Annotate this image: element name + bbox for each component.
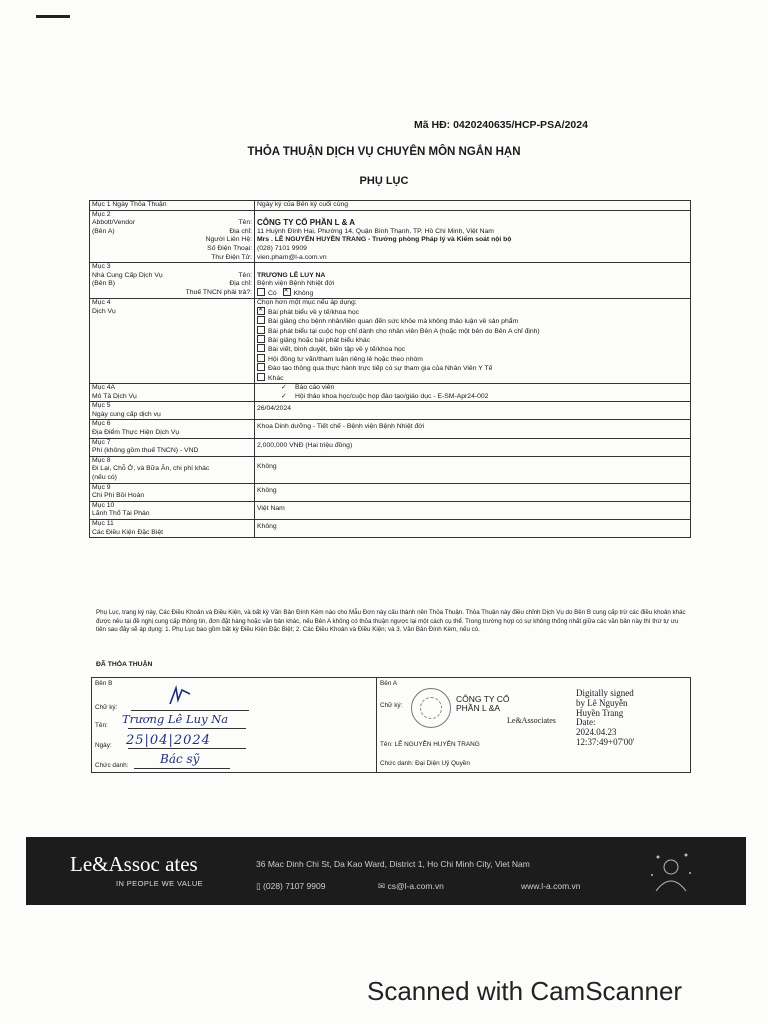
service-option-label: Khác — [268, 374, 284, 382]
muc9-label-1: Mục 9 — [92, 483, 111, 491]
muc3-ten-key: Tên: — [238, 271, 252, 279]
decorative-artwork-icon — [646, 847, 696, 897]
party-b-sign-label: Chữ ký: — [95, 704, 118, 711]
table-row — [90, 201, 691, 211]
muc9-label — [90, 483, 255, 501]
appendix-table — [89, 200, 691, 538]
muc4-intro: Chọn hơn một mục nếu áp dụng: — [257, 299, 357, 307]
party-a-sign-label: Chữ ký: — [380, 702, 403, 709]
muc2-label-3: (Bên A) — [92, 227, 115, 235]
muc1-value: Ngày ký của Bên ký cuối cùng — [255, 201, 691, 211]
signature-table — [91, 677, 691, 773]
muc4a-label — [90, 384, 255, 402]
party-b-name-label: Tên: — [95, 722, 108, 729]
muc4-label-1: Mục 4 — [92, 299, 111, 307]
muc8-label-3: (nếu có) — [92, 473, 117, 481]
table-row — [90, 456, 691, 483]
muc3-diachi-value: Bệnh viện Bệnh Nhiệt đới — [257, 280, 335, 288]
table-row — [90, 402, 691, 420]
company-tagline: IN PEOPLE WE VALUE — [116, 879, 204, 888]
muc2-email-value: vien.pham@l-a.com.vn — [257, 253, 327, 261]
table-row — [90, 299, 691, 384]
muc9-value: Không — [255, 483, 691, 501]
muc2-label-1: Mục 2 — [92, 210, 111, 218]
muc11-label-2: Các Điều Kiện Đặc Biệt — [92, 528, 164, 536]
muc2-ten-value: CÔNG TY CỔ PHẦN L & A — [257, 218, 356, 228]
tax-khong-checkbox[interactable] — [283, 288, 291, 296]
muc2-sdt-value: (028) 7101 9909 — [257, 244, 307, 252]
muc4a-item: Báo cáo viên — [295, 384, 335, 392]
muc10-label-1: Mục 10 — [92, 501, 115, 509]
muc8-label-1: Mục 8 — [92, 456, 111, 464]
camscanner-watermark: Scanned with CamScanner — [367, 976, 683, 1006]
table-row — [90, 384, 691, 402]
table-row — [90, 420, 691, 438]
muc4a-label-2: Mô Tả Dịch Vụ — [92, 392, 137, 400]
muc2-label-2: Abbott/Vendor — [92, 219, 136, 227]
muc2-sdt-key: Số Điện Thoại: — [207, 244, 252, 252]
muc3-values — [255, 263, 691, 299]
muc8-label — [90, 456, 255, 483]
muc4-values — [255, 299, 691, 384]
muc2-ten-key: Tên: — [238, 219, 252, 227]
muc2-label — [90, 210, 255, 263]
muc2-diachi-value: 11 Huỳnh Đình Hai, Phường 14, Quận Bình Thạnh, TP. Hồ Chí Minh, Việt Nam — [257, 227, 494, 235]
party-a-brand: Le&Associates — [507, 716, 556, 725]
party-b-title-label: Chức danh: — [95, 762, 129, 769]
service-option-checkbox[interactable] — [257, 354, 265, 362]
service-option-checkbox[interactable] — [257, 326, 265, 334]
company-logo: Le&Assoc ates — [70, 852, 198, 876]
party-b-date-label: Ngày: — [95, 742, 112, 749]
muc6-label — [90, 420, 255, 438]
muc10-label-2: Lãnh Thổ Tài Phán — [92, 510, 150, 518]
table-row — [90, 210, 691, 263]
muc4a-values — [255, 384, 691, 402]
muc7-value: 2,000,000 VNĐ (Hai triệu đồng) — [255, 438, 691, 456]
table-row — [90, 483, 691, 501]
service-option-label: Đào tạo thông qua thực hành trực tiếp có sự tham gia của Nhân Viên Y Tế — [268, 365, 493, 373]
contract-number: Mã HĐ: 0420240635/HCP-PSA/2024 — [414, 119, 588, 131]
muc1-label: Mục 1 Ngày Thỏa Thuận — [90, 201, 255, 211]
muc5-label-1: Mục 5 — [92, 402, 111, 410]
table-row — [90, 263, 691, 299]
table-row — [90, 519, 691, 537]
service-option-label: Bài giảng cho bệnh nhân/liên quan đến sức khỏe mà không thảo luận về sản phẩm — [268, 318, 519, 326]
service-option-label: Bài phát biểu về y tế/khoa học — [268, 308, 360, 316]
muc3-label-1: Mục 3 — [92, 263, 111, 271]
party-a-signature-block — [377, 678, 691, 773]
service-option-checkbox[interactable] — [257, 363, 265, 371]
service-option-checkbox[interactable] — [257, 344, 265, 352]
party-a-company-name: CÔNG TY CỔ PHẦN L &A — [456, 694, 510, 713]
terms-paragraph: Phụ Lục, trang ký này, Các Điều Khoản và Điều Kiện, và bất kỳ Văn Bản Đính Kèm nào cho Mẫu Đơn này cấu thành nên Thỏa Thuận. Thỏa Thuận này điều chỉnh Dịch Vụ do Bên B cung cấp trừ các điều khoản khác được nêu tại đề nghị cung cấp thông tin, đơn đặt hàng hoặc văn bản khác, nếu Bên A không có thỏa thuận ngược lại một cách cụ thể. Trong trường hợp có sự không thống nhất giữa các văn bản này thì thứ tự ưu tiên sau đây sẽ áp dụng: 1. Phụ Lục bao gồm bất kỳ Điều Kiện Đặc Biệt; 2. Các Điều Khoản và Điều Kiện; và 3. Văn Bản Đính Kèm, nếu có. — [96, 609, 686, 634]
party-b-title-handwritten: Bác sỹ — [160, 752, 200, 766]
muc4-label — [90, 299, 255, 384]
digital-signature-text: Digitally signed by Lê Nguyễn Huyền Trang Date: 2024.04.23 12:37:49+07'00' — [576, 688, 635, 747]
checkmark-icon: ✓ — [281, 392, 287, 400]
document-title: THỎA THUẬN DỊCH VỤ CHUYÊN MÔN NGẮN HẠN — [247, 146, 521, 158]
muc6-label-1: Mục 6 — [92, 420, 111, 428]
muc4a-label-1: Mục 4A — [92, 384, 116, 392]
muc3-tax-key: Thuế TNCN phải trả?: — [185, 288, 252, 296]
agreed-heading: ĐÃ THỎA THUẬN — [96, 661, 153, 668]
service-option-checkbox[interactable] — [257, 373, 265, 381]
muc3-label — [90, 263, 255, 299]
phone-icon: ▯ — [256, 881, 264, 891]
muc2-nlh-key: Người Liên Hệ: — [205, 236, 252, 244]
table-row — [90, 501, 691, 519]
muc3-label-2: Nhà Cung Cấp Dịch Vụ — [92, 271, 163, 279]
table-row — [90, 438, 691, 456]
service-option-label: Bài giảng hoặc bài phát biểu khác — [268, 336, 371, 344]
muc7-label-1: Mục 7 — [92, 438, 111, 446]
muc6-label-2: Địa Điểm Thực Hiện Dịch Vụ — [92, 429, 180, 437]
muc11-label-1: Mục 11 — [92, 519, 114, 527]
muc10-label — [90, 501, 255, 519]
muc3-ten-value: TRƯƠNG LÊ LUY NA — [257, 271, 326, 279]
letterhead-footer — [26, 837, 746, 905]
muc7-label-2: Phí (không gồm thuế TNCN) - VND — [92, 447, 199, 455]
party-b-name-handwritten: Trương Lê Luy Na — [122, 712, 229, 726]
service-option-label: Bài viết, bình duyệt, biên tập về y tế/khoa học — [268, 346, 406, 354]
document-subtitle: PHỤ LỤC — [359, 175, 409, 187]
party-b-signature-block — [92, 678, 377, 773]
muc11-value: Không — [255, 519, 691, 537]
footer-address: 36 Mac Dinh Chi St, Da Kao Ward, District 1, Ho Chi Minh City, Viet Nam — [256, 859, 530, 869]
muc6-value: Khoa Dinh dưỡng - Tiết chế - Bệnh viện Bệnh Nhiệt đới — [255, 420, 691, 438]
muc3-label-3: (Bên B) — [92, 280, 116, 288]
footer-phone: (028) 7107 9909 — [263, 881, 326, 891]
tax-khong-label: Không — [293, 289, 314, 297]
footer-website: www.l-a.com.vn — [521, 881, 581, 891]
muc10-value: Việt Nam — [255, 501, 691, 519]
muc4a-item: Hội thảo khoa học/cuộc họp đào tạo/giáo dục - E-SM-Apr24-002 — [295, 392, 489, 400]
footer-email: cs@l-a.com.vn — [387, 881, 444, 891]
muc11-label — [90, 519, 255, 537]
muc2-diachi-key: Địa chỉ: — [229, 227, 252, 235]
muc2-nlh-value: Mrs . LÊ NGUYỄN HUYỀN TRANG - Trưởng phòng Pháp lý và Kiểm soát nội bộ — [257, 236, 512, 244]
service-option-label: Bài phát biểu tại cuộc họp chỉ dành cho nhân viên Bên A (hoặc một bên do Bên A chỉ định) — [268, 327, 540, 335]
service-option-checkbox[interactable] — [257, 335, 265, 343]
muc2-email-key: Thư Điện Tử: — [211, 253, 252, 261]
service-option-label: Hội đồng tư vấn/tham luận riêng lẻ hoặc theo nhóm — [268, 355, 423, 363]
muc8-label-2: Đi Lại, Chỗ Ở, và Bữa Ăn, chi phí khác — [92, 465, 210, 473]
muc9-label-2: Chi Phí Bồi Hoàn — [92, 492, 145, 500]
party-a-name: Tên: LÊ NGUYỄN HUYỀN TRANG — [380, 741, 480, 748]
muc8-value: Không — [255, 456, 691, 483]
tax-co-label: Có — [268, 289, 277, 297]
checkmark-icon: ✓ — [281, 384, 287, 392]
muc2-values — [255, 210, 691, 263]
scan-mark — [36, 15, 70, 18]
muc3-diachi-key: Địa chỉ: — [229, 280, 252, 288]
company-seal-icon — [411, 688, 451, 728]
muc4-label-2: Dịch Vụ — [92, 307, 116, 315]
service-option-checkbox[interactable] — [257, 307, 265, 315]
service-option-checkbox[interactable] — [257, 316, 265, 324]
email-icon: ✉ — [378, 881, 388, 891]
muc5-label — [90, 402, 255, 420]
party-a-heading: Bên A — [380, 680, 398, 687]
muc5-value: 26/04/2024 — [255, 402, 691, 420]
party-b-heading: Bên B — [95, 680, 113, 687]
muc7-label — [90, 438, 255, 456]
party-a-title: Chức danh: Đại Diện Uỷ Quyền — [380, 760, 470, 767]
muc5-label-2: Ngày cung cấp dịch vụ — [92, 410, 161, 418]
party-b-date-handwritten: 25|04|2024 — [126, 733, 211, 748]
tax-co-checkbox[interactable] — [257, 288, 265, 296]
party-b-signature-image — [166, 684, 194, 708]
